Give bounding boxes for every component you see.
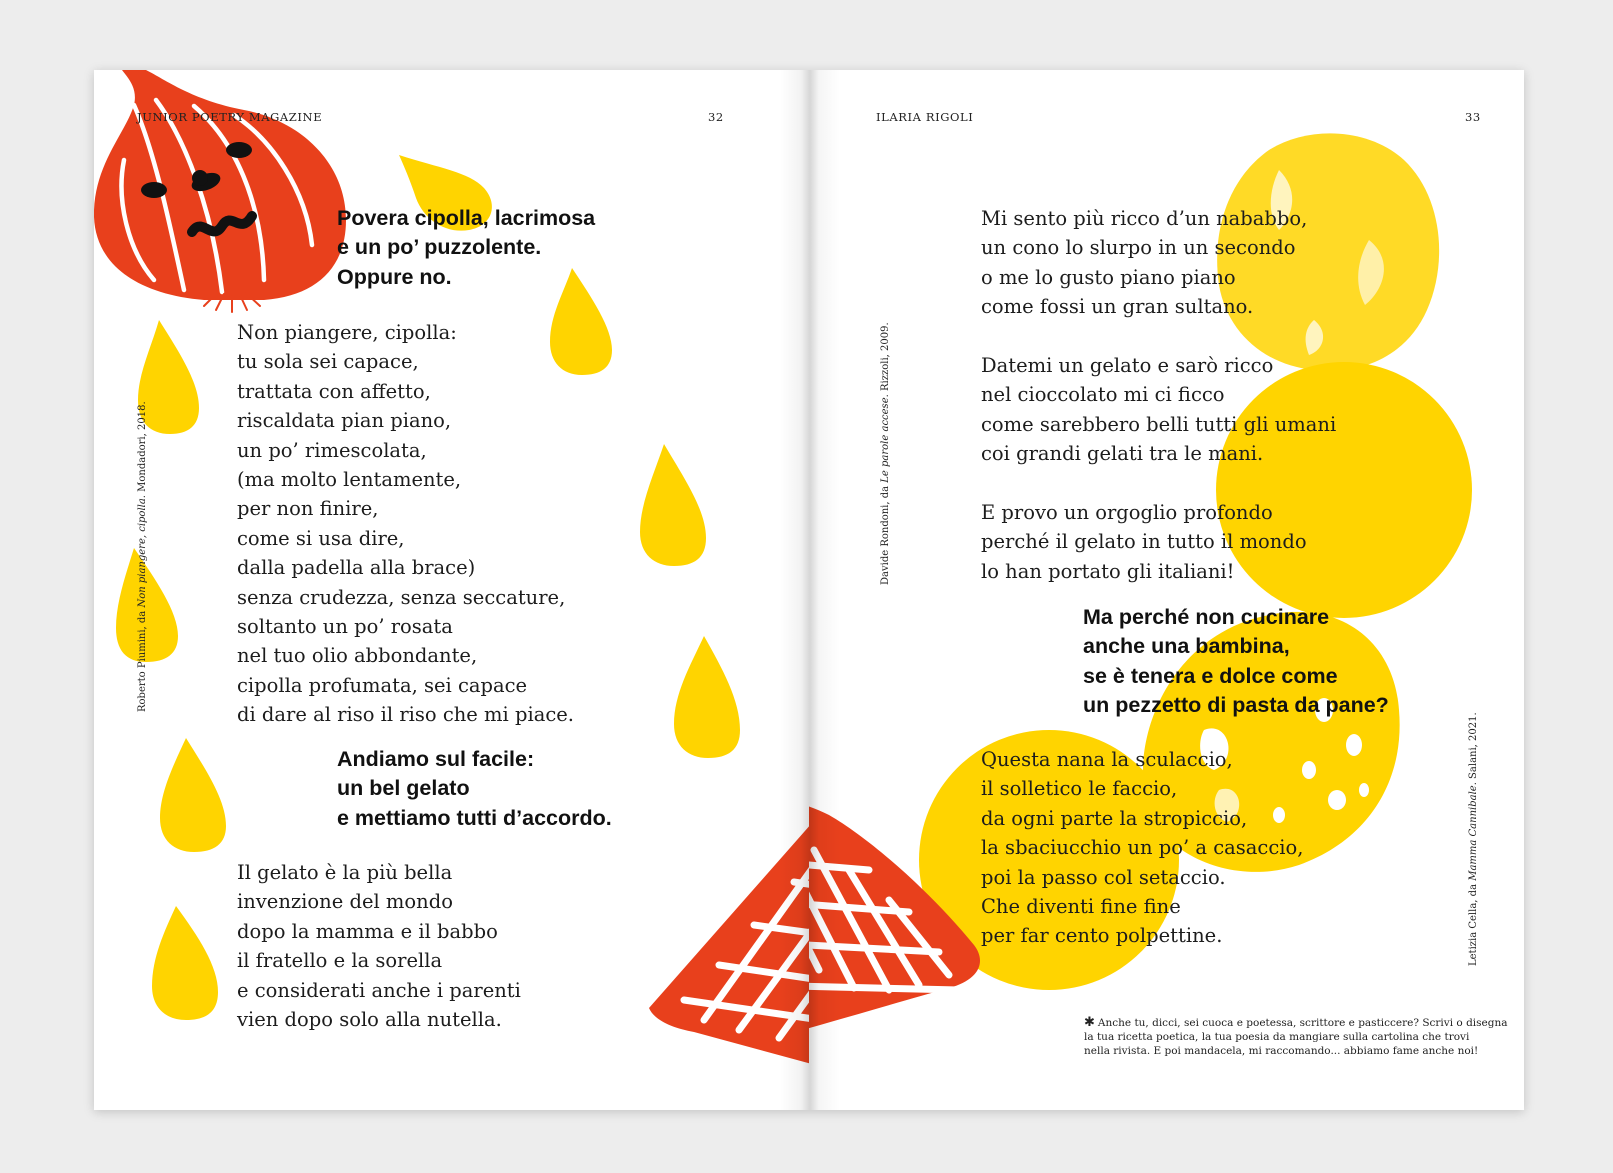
- poem-line: Questa nana la sculaccio,: [981, 748, 1233, 771]
- poem-nana: [981, 745, 1303, 951]
- poem-line: vien dopo solo alla nutella.: [237, 1008, 502, 1032]
- running-head-right: ILARIA RIGOLI: [876, 110, 974, 124]
- footnote-line: [1084, 1016, 1508, 1030]
- credit-title: Mamma Cannibale: [1468, 785, 1479, 881]
- credit-text: . Salani, 2021.: [1468, 712, 1479, 786]
- poem-blank-line: [981, 469, 1336, 498]
- poem-line: Il gelato è la più bella: [237, 861, 453, 884]
- poem-line: per far cento polpettine.: [981, 924, 1223, 948]
- footnote-line: nella rivista. E poi mandacela, mi raccomando... abbiamo fame anche noi!: [1084, 1045, 1479, 1057]
- credit-text: . Rizzoli, 2009.: [880, 322, 891, 398]
- poem-line: poi la passo col setaccio.: [981, 865, 1226, 889]
- running-head-left: JUNIOR POETRY MAGAZINE: [137, 110, 323, 124]
- poem-line: da ogni parte la stropiccio,: [981, 806, 1248, 830]
- footnote: [1084, 1016, 1508, 1058]
- intro-line: Oppure no.: [337, 264, 452, 289]
- right-page: [809, 70, 1524, 1110]
- page-number-left: 32: [708, 110, 724, 124]
- intro-stanza: [337, 204, 595, 292]
- poem-cipolla: [237, 318, 574, 730]
- poem-line: nel cioccolato mi ci ficco: [981, 383, 1225, 407]
- question-line: un pezzetto di pasta da pane?: [1083, 693, 1389, 718]
- question-line: se è tenera e dolce come: [1083, 663, 1338, 688]
- question-line: anche una bambina,: [1083, 634, 1290, 659]
- poem-line: lo han portato gli italiani!: [981, 559, 1235, 583]
- mid-line: e mettiamo tutti d’accordo.: [337, 805, 612, 830]
- poem-line: e considerati anche i parenti: [237, 978, 521, 1002]
- footnote-line: la tua ricetta poetica, la tua poesia da mangiare sulla cartolina che trovi: [1084, 1031, 1470, 1043]
- poem-line: di dare al riso il riso che mi piace.: [237, 703, 574, 727]
- poem-line: senza crudezza, senza seccature,: [237, 585, 566, 609]
- poem-line: come sarebbero belli tutti gli umani: [981, 412, 1337, 436]
- poem-line: la sbaciucchio un po’ a casaccio,: [981, 836, 1304, 860]
- drop: [152, 906, 218, 1020]
- poem-line: un cono lo slurpo in un secondo: [981, 236, 1296, 260]
- poem-line: il fratello e la sorella: [237, 949, 443, 973]
- poem-line: nel tuo olio abbondante,: [237, 644, 478, 668]
- credit-cella: [1468, 712, 1479, 966]
- poem-line: per non finire,: [237, 497, 379, 521]
- poem-line: il solletico le faccio,: [981, 777, 1178, 801]
- poem-gelato-2: [981, 204, 1336, 586]
- credit-text: . Mondadori, 2018.: [137, 401, 148, 499]
- poem-line: come fossi un gran sultano.: [981, 295, 1254, 319]
- mid-line: Andiamo sul facile:: [337, 747, 535, 771]
- intro-line: Povera cipolla, lacrimosa: [337, 206, 596, 230]
- footnote-text: Anche tu, dicci, sei cuoca e poetessa, scrittore e pasticcere? Scrivi o disegna: [1097, 1017, 1508, 1029]
- poem-line: dalla padella alla brace): [237, 556, 476, 580]
- drop: [160, 738, 226, 852]
- poem-line: Non piangere, cipolla:: [237, 321, 457, 344]
- mid-line: un bel gelato: [337, 776, 470, 801]
- poem-line: Datemi un gelato e sarò ricco: [981, 354, 1274, 378]
- credit-title: Non piangere, cipolla: [137, 498, 148, 608]
- poem-line: dopo la mamma e il babbo: [237, 919, 498, 943]
- poem-line: un po’ rimescolata,: [237, 438, 427, 462]
- intro-line: e un po’ puzzolente.: [337, 235, 542, 260]
- credit-rondoni: [880, 322, 891, 585]
- credit-piumini: [137, 401, 148, 712]
- drop: [674, 636, 740, 758]
- credit-text: Roberto Piumini, da: [137, 607, 148, 712]
- credit-text: Davide Rondoni, da: [880, 482, 891, 585]
- poem-line: o me lo gusto piano piano: [981, 265, 1236, 289]
- poem-line: tu sola sei capace,: [237, 350, 419, 374]
- poem-line: perché il gelato in tutto il mondo: [981, 530, 1307, 554]
- credit-title: Le parole accese: [880, 397, 891, 483]
- poem-line: (ma molto lentamente,: [237, 468, 462, 492]
- poem-line: coi grandi gelati tra le mani.: [981, 442, 1264, 466]
- poem-line: E provo un orgoglio profondo: [981, 501, 1273, 525]
- poem-line: invenzione del mondo: [237, 890, 453, 914]
- poem-line: riscaldata pian piano,: [237, 409, 452, 433]
- poem-line: Che diventi fine fine: [981, 895, 1181, 919]
- asterisk-icon: ✱: [1084, 1015, 1095, 1030]
- poem-line: come si usa dire,: [237, 526, 405, 550]
- poem-line: trattata con affetto,: [237, 379, 431, 403]
- poem-blank-line: [981, 322, 1336, 351]
- question-stanza: [1083, 603, 1389, 721]
- onion-illustration: [94, 70, 346, 312]
- left-page: [94, 70, 809, 1110]
- mid-stanza: [337, 745, 612, 833]
- poem-gelato-1: [237, 858, 521, 1034]
- question-line: Ma perché non cucinare: [1083, 605, 1330, 629]
- drop: [640, 444, 706, 566]
- pastry-triangle-left: [649, 798, 809, 1070]
- poem-line: Mi sento più ricco d’un nababbo,: [981, 207, 1308, 230]
- poem-line: soltanto un po’ rosata: [237, 615, 453, 639]
- page-number-right: 33: [1465, 110, 1481, 124]
- credit-text: Letizia Cella, da: [1468, 880, 1479, 966]
- poem-line: cipolla profumata, sei capace: [237, 673, 528, 697]
